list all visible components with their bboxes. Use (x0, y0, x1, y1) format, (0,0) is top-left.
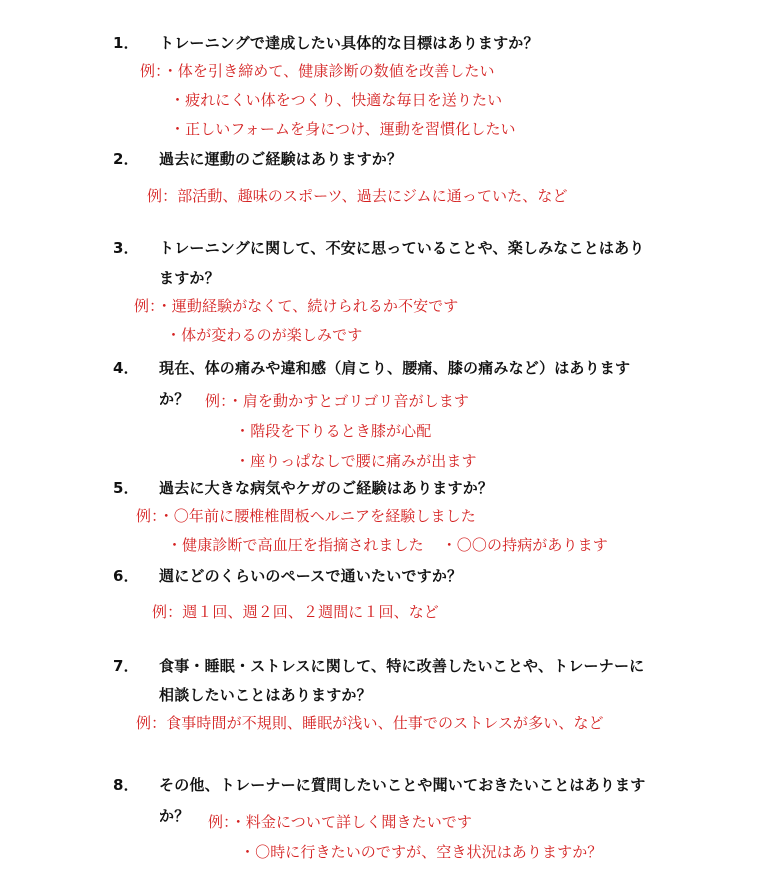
question-7-example-prefix: 例： (136, 714, 167, 732)
question-5-example-1 (136, 506, 476, 526)
question-8-example-text-2: ・〇時に行きたいのですが、空き状況はありますか？ (240, 843, 603, 861)
question-3-continued (159, 268, 220, 288)
question-6-number: 6． (113, 567, 139, 585)
question-3-text-cont: ますか？ (159, 269, 220, 287)
question-4-example-text-2: ・階段を下りるとき膝が心配 (235, 422, 432, 440)
question-1-example-2 (170, 90, 502, 110)
question-4-example-prefix: 例： (205, 392, 228, 410)
question-8-example-prefix: 例： (208, 813, 231, 831)
question-5-example-text-3: ・〇〇の持病があります (441, 536, 608, 554)
question-2 (113, 149, 402, 169)
question-5-example-text-2: ・健康診断で高血圧を指摘されました (167, 536, 424, 554)
question-4-text-cont: か？ (159, 390, 190, 408)
question-3-text: トレーニングに関して、不安に思っていることや、楽しみなことはあり (159, 239, 645, 257)
question-1-example-text-3: ・正しいフォームを身につけ、運動を習慣化したい (170, 120, 516, 138)
question-4-continued (159, 389, 189, 409)
question-4-example-text-3: ・座りっぱなしで腰に痛みが出ます (235, 452, 477, 470)
question-5-example-prefix: 例： (136, 507, 159, 525)
question-3 (113, 238, 645, 258)
question-8 (113, 775, 645, 795)
question-8-text: その他、トレーナーに質問したいことや聞いておきたいことはあります (159, 776, 646, 794)
question-7-continued (159, 685, 372, 705)
question-7-example-text-1: 食事時間が不規則、睡眠が浅い、仕事でのストレスが多い、など (166, 714, 604, 732)
question-3-example-text-2: ・体が変わるのが楽しみです (166, 326, 363, 344)
question-5-text: 過去に大きな病気やケガのご経験はありますか？ (159, 479, 494, 497)
question-1-example-text-1: ・体を引き締めて、健康診断の数値を改善したい (162, 62, 495, 80)
question-7-text: 食事・睡眠・ストレスに関して、特に改善したいことや、トレーナーに (159, 657, 645, 675)
question-1-example-1 (140, 61, 495, 81)
question-5-number: 5． (113, 479, 139, 497)
question-1-example-text-2: ・疲れにくい体をつくり、快適な毎日を送りたい (170, 91, 503, 109)
question-8-example-2 (240, 842, 602, 862)
question-5-example-text-1: ・〇年前に腰椎椎間板ヘルニアを経験しました (158, 507, 476, 525)
question-4 (113, 358, 630, 378)
question-8-example-1 (208, 812, 472, 832)
question-1-example-prefix: 例： (140, 62, 163, 80)
question-5 (113, 478, 493, 498)
question-2-example-text-1: 部活動、趣味のスポーツ、過去にジムに通っていた、など (177, 187, 568, 205)
question-4-example-1 (205, 391, 469, 411)
question-8-continued (159, 806, 189, 826)
question-4-text: 現在、体の痛みや違和感（肩こり、腰痛、膝の痛みなど）はあります (159, 359, 631, 377)
question-3-example-text-1: ・運動経験がなくて、続けられるか不安です (156, 297, 459, 315)
question-4-example-2 (235, 421, 431, 441)
question-7-number: 7． (113, 657, 139, 675)
question-1-text: トレーニングで達成したい具体的な目標はありますか？ (159, 34, 539, 52)
question-3-example-1 (134, 296, 458, 316)
question-6-example-1 (152, 602, 439, 622)
question-8-example-text-1: ・料金について詳しく聞きたいです (230, 813, 473, 831)
question-5-example-2 (167, 535, 608, 555)
question-2-example-prefix: 例： (147, 187, 178, 205)
question-1 (113, 33, 539, 53)
question-7-text-cont: 相談したいことはありますか？ (159, 686, 372, 704)
question-8-text-cont: か？ (159, 807, 190, 825)
question-6-example-text-1: 週１回、週２回、２週間に１回、など (182, 603, 439, 621)
question-4-number: 4． (113, 359, 139, 377)
question-1-example-3 (170, 119, 516, 139)
question-2-number: 2． (113, 150, 139, 168)
question-4-example-3 (235, 451, 477, 471)
question-2-text: 過去に運動のご経験はありますか？ (159, 150, 403, 168)
question-6-example-prefix: 例： (152, 603, 183, 621)
question-7-example-1 (136, 713, 604, 733)
question-4-example-text-1: ・肩を動かすとゴリゴリ音がします (227, 392, 470, 410)
question-3-number: 3． (113, 239, 139, 257)
question-1-number: 1． (113, 34, 139, 52)
question-6-text: 週にどのくらいのペースで通いたいですか？ (159, 567, 463, 585)
question-3-example-2 (166, 325, 362, 345)
question-3-example-prefix: 例： (134, 297, 157, 315)
question-2-example-1 (147, 186, 568, 206)
question-6 (113, 566, 462, 586)
question-8-number: 8． (113, 776, 139, 794)
question-7 (113, 656, 644, 676)
